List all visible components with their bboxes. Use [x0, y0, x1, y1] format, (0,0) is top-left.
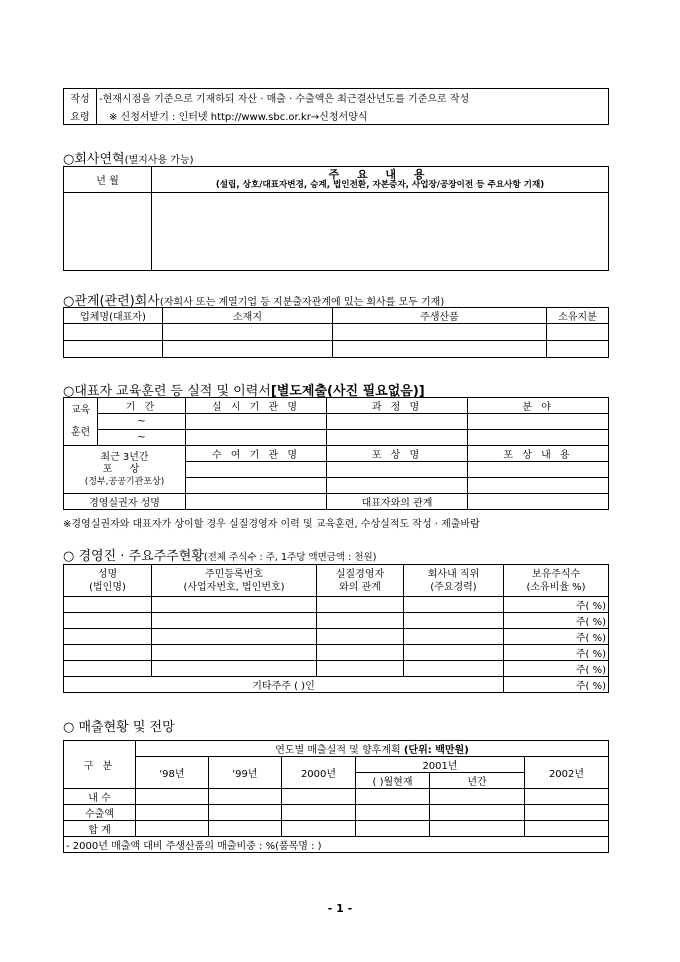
sh-cell[interactable]	[404, 597, 504, 613]
award-cell[interactable]	[186, 478, 327, 494]
related-cell[interactable]	[64, 324, 163, 341]
shareholders-table	[63, 564, 609, 693]
sales-year-2001: 2001년	[356, 757, 525, 773]
sales-full-year: 년간	[430, 773, 525, 789]
sh-cell[interactable]	[152, 629, 317, 645]
related-table	[63, 307, 609, 358]
shareholders-title	[63, 545, 376, 564]
related-header-company: 업체명(대표자)	[64, 308, 163, 324]
sales-cell[interactable]	[356, 789, 430, 805]
award-header-content: 포 상 내 용	[468, 446, 609, 462]
edu-period-1[interactable]: ~	[98, 414, 186, 430]
instructions-label-2: 요령	[64, 107, 97, 125]
related-cell[interactable]	[163, 324, 333, 341]
sh-others-share[interactable]: 주( %)	[504, 677, 609, 693]
history-col-year: 년 월	[64, 167, 152, 193]
sh-cell[interactable]	[152, 661, 317, 677]
edu-cell[interactable]	[186, 414, 327, 430]
sales-cell[interactable]	[525, 789, 609, 805]
relation-cell[interactable]	[468, 494, 609, 510]
instructions-box	[63, 88, 609, 125]
edu-header-field: 분 야	[468, 398, 609, 414]
instructions-label-1: 작성	[64, 89, 97, 107]
sh-share-cell[interactable]: 주( %)	[504, 613, 609, 629]
edu-cell[interactable]	[327, 430, 468, 446]
sh-header-name	[64, 565, 152, 597]
sales-cell[interactable]	[430, 805, 525, 821]
sh-share-cell[interactable]: 주( %)	[504, 597, 609, 613]
edu-label-1: 교육	[70, 404, 91, 416]
edu-period-2[interactable]: ~	[98, 430, 186, 446]
sales-month-now[interactable]: ( )월현재	[356, 773, 430, 789]
related-cell[interactable]	[163, 341, 333, 358]
sales-cell[interactable]	[356, 821, 430, 837]
ceo-table	[63, 397, 609, 510]
sales-row-domestic: 내 수	[64, 789, 136, 805]
sh-cell[interactable]	[317, 613, 404, 629]
sales-cell[interactable]	[430, 789, 525, 805]
sh-cell[interactable]	[152, 645, 317, 661]
edu-header-period: 기 간	[98, 398, 186, 414]
sh-header-shares	[504, 565, 609, 597]
related-cell[interactable]	[64, 341, 163, 358]
award-cell[interactable]	[186, 462, 327, 478]
shareholders-title-text: ○ 경영진 · 주요주주현황	[63, 549, 204, 564]
edu-cell[interactable]	[468, 430, 609, 446]
sales-title	[63, 716, 175, 735]
sh-share-cell[interactable]: 주( %)	[504, 629, 609, 645]
sales-plan-header: 연도별 매출실적 및 향후계획	[275, 745, 401, 756]
sh-cell[interactable]	[404, 629, 504, 645]
sh-header-position-l1: 회사내 직위	[427, 568, 480, 580]
sh-header-position	[404, 565, 504, 597]
sales-cell[interactable]	[136, 789, 209, 805]
sh-cell[interactable]	[152, 597, 317, 613]
sales-year-2000: 2000년	[282, 757, 356, 789]
history-col-main-sub: (설립, 상호/대표자변경, 승계, 법인전환, 자본증자, 사업장/공장이전 등 주요사항 기재)	[215, 180, 545, 190]
sh-cell[interactable]	[317, 597, 404, 613]
related-header-product: 주생산품	[333, 308, 547, 324]
edu-label-2: 훈련	[70, 426, 91, 438]
sh-header-position-l2: (주요경력)	[430, 581, 477, 593]
edu-header-course: 과 정 명	[327, 398, 468, 414]
related-cell[interactable]	[333, 341, 547, 358]
sh-header-name-l2: (법인명)	[89, 581, 126, 593]
sh-header-relation-l1: 실질경영자	[335, 568, 385, 580]
sales-cell[interactable]	[282, 789, 356, 805]
manager-name-cell[interactable]	[186, 494, 327, 510]
edu-cell[interactable]	[186, 430, 327, 446]
sales-cell[interactable]	[525, 805, 609, 821]
sales-cell[interactable]	[136, 805, 209, 821]
sales-plan-header-cell	[136, 741, 609, 757]
award-label-3: (정부,공공기관포상)	[84, 476, 165, 487]
award-label-cell	[64, 446, 186, 494]
sales-row-export: 수출액	[64, 805, 136, 821]
ceo-title-note: [별도제출(사진 필요없음)]	[270, 384, 425, 399]
manager-name-label: 경영실권자 성명	[64, 494, 186, 510]
instructions-text-2: ※ 신청서받기 : 인터넷 http://www.sbc.or.kr→신청서양식	[97, 107, 609, 125]
related-header-share: 소유지분	[547, 308, 609, 324]
edu-cell[interactable]	[327, 414, 468, 430]
award-header-institution: 수 여 기 관 명	[186, 446, 327, 462]
sh-cell[interactable]	[404, 661, 504, 677]
sh-cell[interactable]	[64, 613, 152, 629]
award-cell[interactable]	[468, 462, 609, 478]
related-title-text: ○관계(관련)회사	[63, 294, 160, 309]
award-cell[interactable]	[468, 478, 609, 494]
ceo-title-text: ○대표자 교육훈련 등 실적 및 이력서	[63, 384, 271, 399]
edu-cell[interactable]	[468, 414, 609, 430]
history-title	[63, 148, 194, 167]
sales-year-99: '99년	[209, 757, 282, 789]
sh-cell[interactable]	[404, 645, 504, 661]
sh-cell[interactable]	[317, 629, 404, 645]
related-header-location: 소재지	[163, 308, 333, 324]
sh-header-id-l2: (사업자번호, 법인번호)	[183, 581, 285, 593]
sales-col-div: 구 분	[64, 741, 136, 789]
award-cell[interactable]	[327, 478, 468, 494]
sales-year-98: '98년	[136, 757, 209, 789]
relation-label: 대표자와의 관계	[327, 494, 468, 510]
related-title-note: (자회사 또는 계열기업 등 지분출자관계에 있는 회사를 모두 기재)	[159, 297, 445, 308]
sales-cell[interactable]	[356, 805, 430, 821]
related-cell[interactable]	[547, 324, 609, 341]
award-cell[interactable]	[327, 462, 468, 478]
sh-cell[interactable]	[317, 645, 404, 661]
sales-row-total: 합 계	[64, 821, 136, 837]
sh-share-cell[interactable]: 주( %)	[504, 645, 609, 661]
sales-title-text: ○ 매출현황 및 전망	[63, 720, 175, 735]
sales-footnote: - 2000년 매출액 대비 주생산품의 매출비중 : %(품목명 : )	[64, 837, 609, 853]
history-table	[63, 166, 609, 271]
edu-label-cell	[64, 398, 98, 446]
sales-cell[interactable]	[209, 821, 282, 837]
sh-header-relation-l2: 와의 관계	[339, 581, 381, 593]
page-number: - 1 -	[327, 902, 353, 915]
sh-cell[interactable]	[64, 645, 152, 661]
shareholders-title-note: (전체 주식수 : 주, 1주당 액면금액 : 천원)	[203, 552, 377, 563]
sh-others-label[interactable]: 기타주주 ( )인	[64, 677, 504, 693]
sales-cell[interactable]	[136, 821, 209, 837]
sales-cell[interactable]	[525, 821, 609, 837]
sales-table	[63, 740, 609, 853]
history-year-cell[interactable]	[64, 193, 152, 271]
sh-cell[interactable]	[64, 661, 152, 677]
history-title-text: ○회사연혁	[63, 152, 125, 167]
sh-cell[interactable]	[64, 629, 152, 645]
related-cell[interactable]	[333, 324, 547, 341]
history-col-main-cell	[152, 167, 609, 193]
sales-cell[interactable]	[430, 821, 525, 837]
sh-header-shares-l1: 보유주식수	[531, 568, 581, 580]
sales-plan-unit: (단위: 백만원)	[403, 745, 469, 756]
award-label-2: 포 상	[102, 463, 147, 475]
sh-header-relation	[317, 565, 404, 597]
sales-cell[interactable]	[282, 821, 356, 837]
sh-header-name-l1: 성명	[97, 568, 118, 580]
history-title-note: (별지사용 가능)	[124, 155, 194, 166]
sales-cell[interactable]	[209, 805, 282, 821]
sh-cell[interactable]	[152, 613, 317, 629]
sh-header-id-l1: 주민등록번호	[205, 568, 263, 580]
sh-cell[interactable]	[317, 661, 404, 677]
related-cell[interactable]	[547, 341, 609, 358]
sales-cell[interactable]	[282, 805, 356, 821]
sh-cell[interactable]	[404, 613, 504, 629]
sales-cell[interactable]	[209, 789, 282, 805]
instructions-text-1: -현재시점을 기준으로 기재하되 자산 · 매출 · 수출액은 최근결산년도를 기준으로 작성	[97, 89, 609, 107]
award-header-name: 포 상 명	[327, 446, 468, 462]
ceo-footnote: ※경영실권자와 대표자가 상이할 경우 실질경영자 이력 및 교육훈련, 수상실적도 작성 · 제출바람	[63, 519, 480, 530]
history-content-cell[interactable]	[152, 193, 609, 271]
history-col-main: 주 요 내 용	[328, 168, 432, 181]
sh-header-id	[152, 565, 317, 597]
sales-year-2002: 2002년	[525, 757, 609, 789]
award-label-1: 최근 3년간	[100, 451, 149, 463]
edu-header-institution: 실 시 기 관 명	[186, 398, 327, 414]
sh-cell[interactable]	[64, 597, 152, 613]
sh-share-cell[interactable]: 주( %)	[504, 661, 609, 677]
sh-header-shares-l2: (소유비율 %)	[526, 581, 586, 593]
